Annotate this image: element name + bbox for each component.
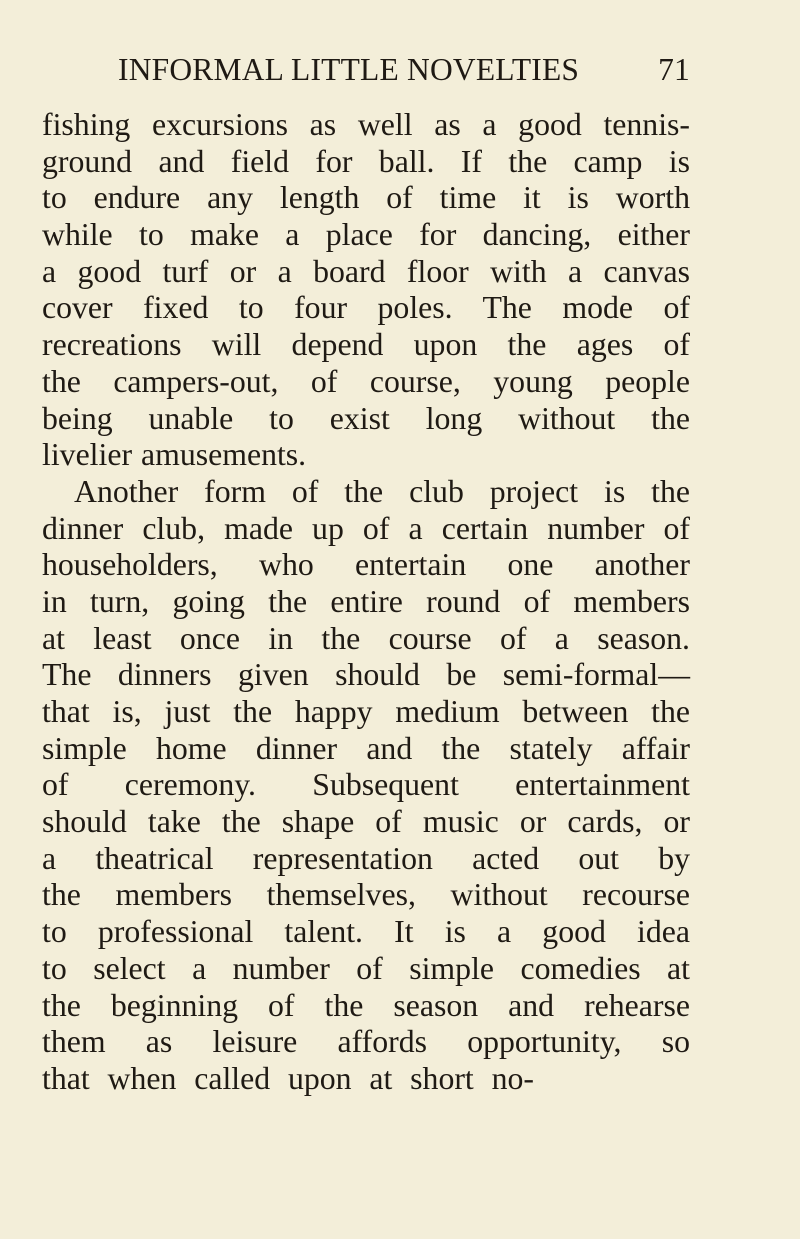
body-text [42,107,690,1098]
text-line: to endure any length of time it is worth [42,180,690,216]
text-line: while to make a place for dancing, either [42,217,690,253]
text-line: being unable to exist long without the [42,400,690,436]
text-line: of ceremony. Subsequent entertainment [42,767,690,803]
text-line: at least once in the course of a season. [42,620,690,656]
text-line: them as leisure affords opportunity, so [42,1024,690,1060]
text-line: should take the shape of music or cards, or [42,804,690,840]
text-line: cover fixed to four poles. The mode of [42,290,690,326]
text-line: a theatrical representation acted out by [42,840,690,876]
running-head [118,52,690,92]
text-line: the members themselves, without recourse [42,877,690,913]
text-line: The dinners given should be semi-formal— [42,657,690,693]
text-line: recreations will depend upon the ages of [42,327,690,363]
text-line: the campers-out, of course, young people [42,363,690,399]
text-line: in turn, going the entire round of members [42,583,690,619]
running-head-title: INFORMAL LITTLE NOVELTIES [118,52,580,87]
text-line: the beginning of the season and rehearse [42,987,690,1023]
text-line: to professional talent. It is a good idea [42,914,690,950]
text-line: that when called upon at short no- [42,1060,534,1096]
paragraph-start-line: Another form of the club project is the [74,473,690,509]
text-line: householders, who entertain one another [42,547,690,583]
text-line: that is, just the happy medium between the [42,694,690,729]
text-line: ground and field for ball. If the camp is [42,143,690,179]
text-line: fishing excursions as well as a good tennis- [42,107,690,142]
text-line: a good turf or a board floor with a canvas [42,253,690,289]
text-line: simple home dinner and the stately affair [42,730,690,766]
text-line: livelier amusements. [42,437,307,473]
text-line: dinner club, made up of a certain number of [42,510,690,546]
page-number: 71 [658,52,690,87]
text-line: to select a number of simple comedies at [42,950,690,986]
